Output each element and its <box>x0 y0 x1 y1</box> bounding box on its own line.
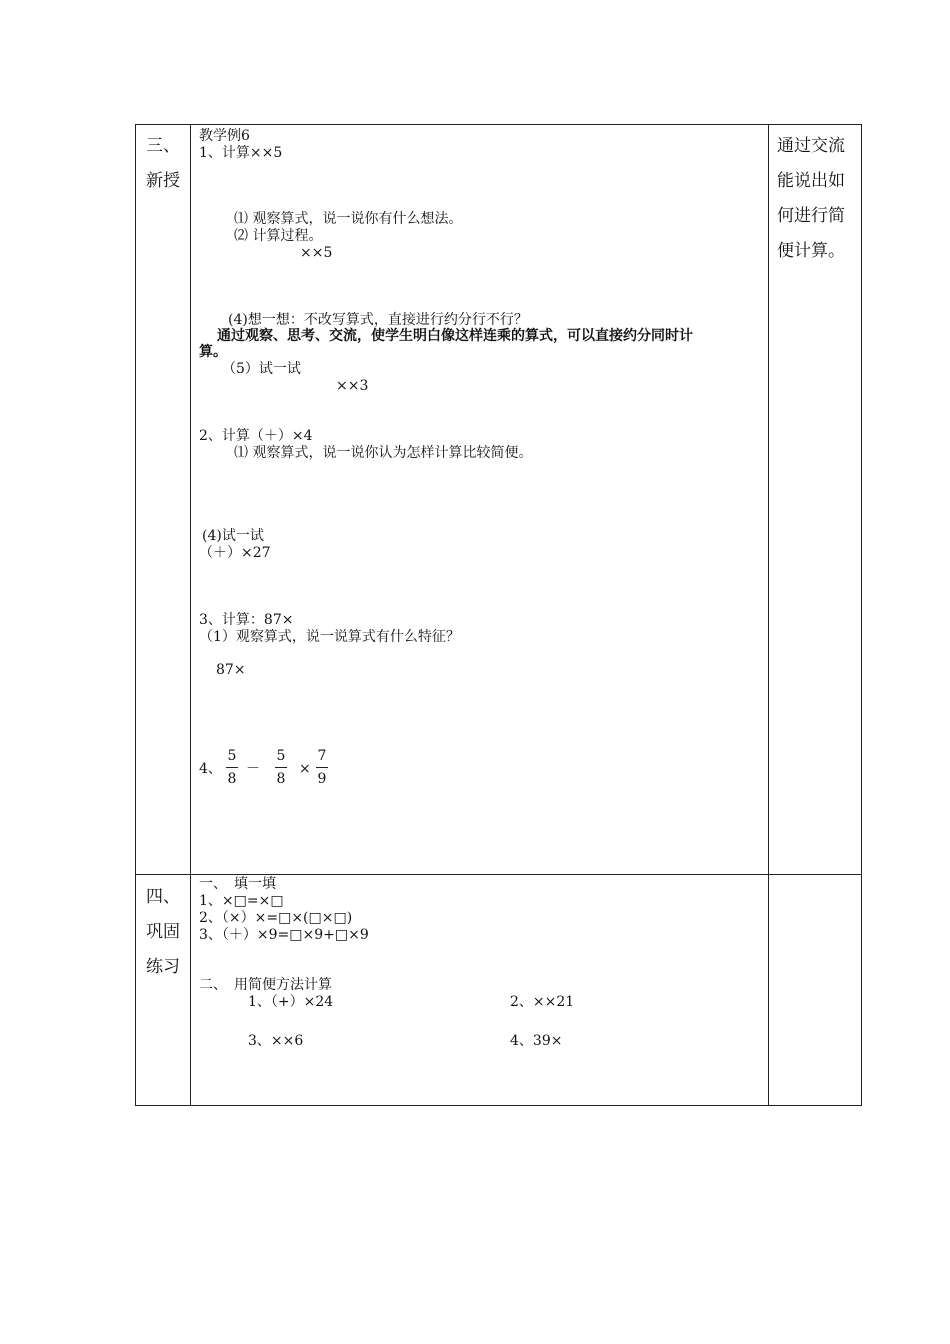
q2-step-1: ⑴ 观察算式，说一说你认为怎样计算比较简便。 <box>234 445 533 461</box>
teaching-note-line-1: 通过观察、思考、交流，使学生明白像这样连乘的算式，可以直接约分同时计 <box>217 328 693 344</box>
question-4-prefix: 4、 <box>199 761 222 777</box>
lesson-table <box>135 124 862 1106</box>
practice-part-2-title: 二、 用简便方法计算 <box>199 977 332 993</box>
q4-fraction-2-numerator: 5 <box>276 748 286 764</box>
q1-step-5: （5）试一试 <box>222 361 301 377</box>
q1-step-1: ⑴ 观察算式，说一说你有什么想法。 <box>234 211 463 227</box>
fill-item-2: 2、（×）×=□×(□×□) <box>199 910 353 926</box>
calc-item-2: 2、××21 <box>510 994 575 1010</box>
section4-label-number: 四、 <box>146 887 180 907</box>
question-3: 3、计算：87× <box>199 612 294 628</box>
section3-label <box>146 129 186 199</box>
q4-fraction-3 <box>316 747 328 788</box>
fill-item-1: 1、×□=×□ <box>199 893 284 909</box>
q3-expression: 87× <box>216 662 246 678</box>
q4-minus-sign: － <box>246 761 260 777</box>
design-intent-note: 通过交流能说出如何进行简便计算。 <box>777 136 845 261</box>
example-title: 教学例6 <box>199 128 250 144</box>
q4-fraction-2 <box>275 747 287 788</box>
section4-label-title-2: 练习 <box>146 957 180 977</box>
teaching-note <box>199 328 693 360</box>
calc-item-4: 4、39× <box>510 1033 563 1049</box>
q4-fraction-1-numerator: 5 <box>227 748 237 764</box>
q2-step-4-expression: （＋）×27 <box>199 545 271 561</box>
calc-item-3: 3、××6 <box>248 1033 304 1049</box>
q1-step-2: ⑵ 计算过程。 <box>234 228 323 244</box>
practice-part-1-title: 一、 填一填 <box>199 876 276 892</box>
q2-step-4: (4)试一试 <box>202 528 264 544</box>
section3-label-title: 新授 <box>146 171 180 191</box>
section4-label <box>146 880 186 985</box>
row-divider <box>136 874 861 875</box>
q4-fraction-2-denominator: 8 <box>276 771 286 787</box>
q4-fraction-1-denominator: 8 <box>227 771 237 787</box>
q4-fraction-3-denominator: 9 <box>317 771 327 787</box>
calc-item-1: 1、（+）×24 <box>248 994 334 1010</box>
q4-fraction-3-numerator: 7 <box>317 748 327 764</box>
fill-item-3: 3、（＋）×9=□×9+□×9 <box>199 927 369 943</box>
question-1: 1、计算××5 <box>199 145 283 161</box>
teaching-note-line-2: 算。 <box>199 344 227 360</box>
q1-step-5-expression: ××3 <box>336 378 369 394</box>
q4-times-sign: × <box>299 761 311 777</box>
column-divider-right <box>768 125 769 1105</box>
q4-fraction-1 <box>226 747 238 788</box>
q3-step-1: （1）观察算式，说一说算式有什么特征？ <box>199 629 460 645</box>
section3-label-number: 三、 <box>146 136 180 156</box>
column-divider-left <box>190 125 191 1105</box>
q1-step-4: (4)想一想：不改写算式，直接进行约分行不行？ <box>228 312 528 328</box>
question-2: 2、计算（＋）×4 <box>199 428 313 444</box>
section4-label-title-1: 巩固 <box>146 922 180 942</box>
q1-expression: ××5 <box>300 245 333 261</box>
